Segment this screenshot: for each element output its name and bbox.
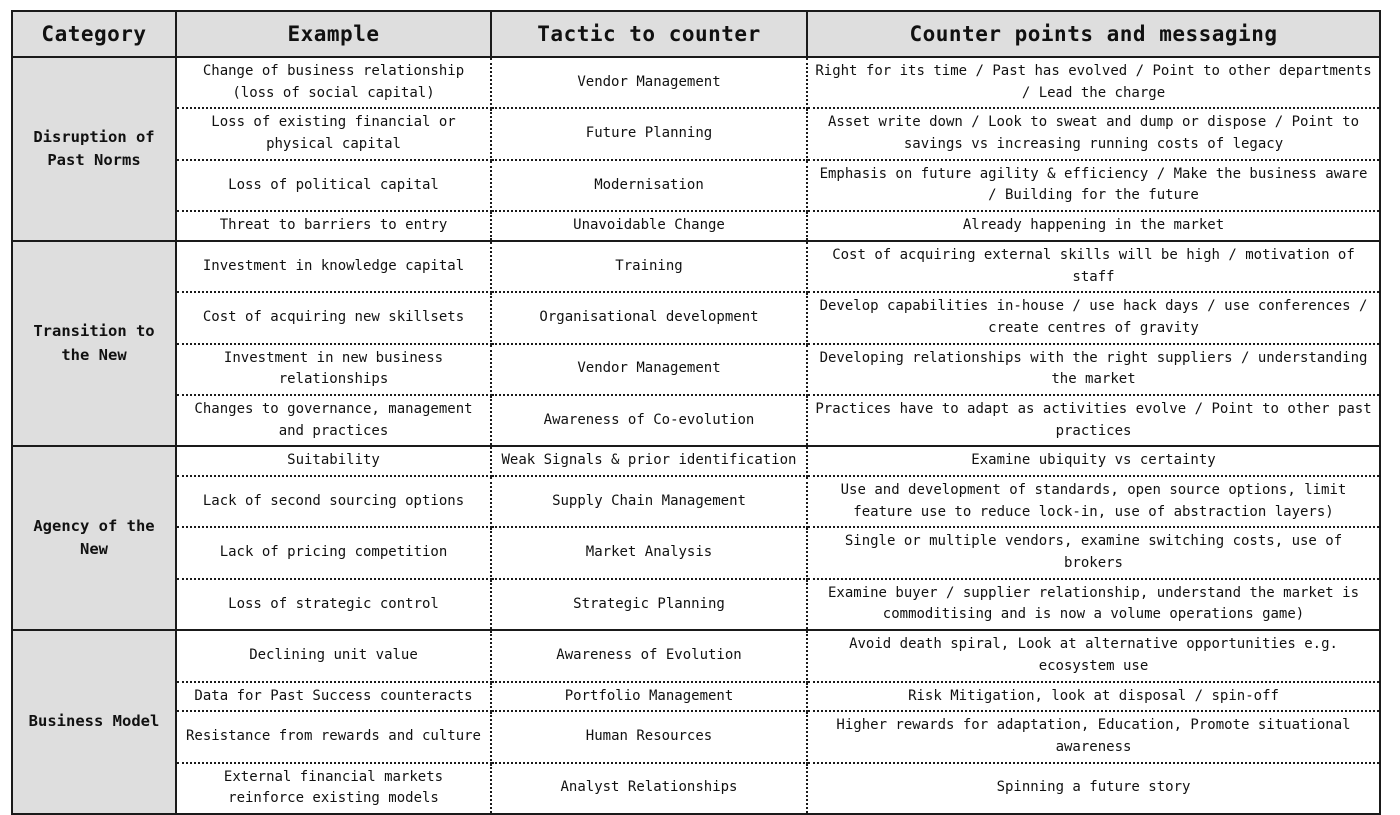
- cell-counter-text: Risk Mitigation, look at disposal / spin-off: [908, 687, 1279, 704]
- cell-counter: [807, 395, 1380, 446]
- cell-counter: [807, 682, 1380, 712]
- cell-tactic-text: Organisational development: [539, 309, 759, 326]
- table-row: [12, 395, 1380, 446]
- cell-tactic: [491, 344, 807, 395]
- cell-tactic-text: Market Analysis: [585, 544, 713, 561]
- cell-example: [176, 108, 491, 159]
- category-cell-business-model: Business Model: [12, 630, 176, 814]
- category-cell-disruption-of-past-norms: Disruption of Past Norms: [12, 57, 176, 241]
- cell-tactic: [491, 711, 807, 762]
- cell-tactic-text: Vendor Management: [577, 360, 721, 377]
- cell-counter-text: Spinning a future story: [996, 779, 1191, 796]
- counter-tactics-table: [11, 10, 1381, 815]
- cell-example: [176, 763, 491, 814]
- table-row: [12, 108, 1380, 159]
- cell-counter: [807, 292, 1380, 343]
- cell-tactic-text: Training: [615, 257, 683, 274]
- cell-tactic: [491, 292, 807, 343]
- cell-tactic: [491, 241, 807, 292]
- header-row: [12, 11, 1380, 57]
- cell-example: [176, 57, 491, 108]
- cell-tactic-text: Awareness of Co-evolution: [543, 411, 755, 428]
- cell-tactic: [491, 395, 807, 446]
- cell-counter: [807, 763, 1380, 814]
- table-row: [12, 711, 1380, 762]
- cell-example-text: Lack of pricing competition: [219, 544, 448, 561]
- cell-example-text: Threat to barriers to entry: [219, 217, 448, 234]
- cell-counter-text: Higher rewards for adaptation, Education, Promote situational awareness: [836, 717, 1351, 755]
- column-header-tactic: Tactic to counter: [491, 11, 807, 57]
- cell-tactic-text: Portfolio Management: [564, 687, 734, 704]
- table-body: [12, 57, 1380, 814]
- table-row: [12, 292, 1380, 343]
- cell-counter-text: Cost of acquiring external skills will be high / motivation of staff: [832, 246, 1355, 285]
- cell-example-text: Loss of strategic control: [228, 595, 439, 612]
- cell-example: [176, 527, 491, 578]
- cell-counter-text: Practices have to adapt as activities evolve / Point to other past practices: [815, 400, 1372, 439]
- cell-tactic: [491, 682, 807, 712]
- cell-counter-text: Examine buyer / supplier relationship, understand the market is commoditising and is now a volume operations game): [827, 584, 1359, 623]
- category-cell-transition-to-the-new: Transition to the New: [12, 241, 176, 447]
- cell-counter: [807, 527, 1380, 578]
- table-row: [12, 682, 1380, 712]
- table-row: [12, 527, 1380, 578]
- cell-counter-text: Asset write down / Look to sweat and dump or dispose / Point to savings vs increasing running costs of legacy: [827, 114, 1359, 153]
- cell-tactic-text: Analyst Relationships: [560, 779, 738, 796]
- table-row: [12, 446, 1380, 476]
- counter-tactics-table-container: [11, 10, 1379, 807]
- cell-example-text: Change of business relationship (loss of social capital): [202, 63, 465, 101]
- table-row: [12, 476, 1380, 527]
- table-row: [12, 160, 1380, 211]
- cell-counter-text: Already happening in the market: [962, 217, 1225, 234]
- table-row: [12, 630, 1380, 681]
- cell-example: [176, 160, 491, 211]
- cell-example-text: Loss of existing financial or physical capital: [211, 114, 456, 153]
- cell-example-text: Cost of acquiring new skillsets: [202, 309, 465, 326]
- cell-tactic-text: Modernisation: [594, 176, 704, 193]
- cell-counter-text: Right for its time / Past has evolved / Point to other departments / Lead the charge: [815, 63, 1372, 101]
- cell-counter-text: Avoid death spiral, Look at alternative opportunities e.g. ecosystem use: [849, 636, 1338, 674]
- cell-counter: [807, 344, 1380, 395]
- table-row: [12, 57, 1380, 108]
- cell-example: [176, 292, 491, 343]
- cell-counter-text: Use and development of standards, open source options, limit feature use to reduce lock-in, use of abstraction layers): [840, 482, 1347, 520]
- cell-tactic: [491, 108, 807, 159]
- cell-counter: [807, 476, 1380, 527]
- cell-example-text: Suitability: [287, 452, 380, 469]
- cell-counter: [807, 241, 1380, 292]
- cell-tactic: [491, 476, 807, 527]
- cell-tactic: [491, 527, 807, 578]
- cell-counter: [807, 57, 1380, 108]
- table-header: [12, 11, 1380, 57]
- cell-example: [176, 476, 491, 527]
- cell-tactic-text: Awareness of Evolution: [556, 646, 742, 663]
- cell-example-text: Investment in new business relationships: [223, 349, 444, 388]
- cell-example: [176, 211, 491, 241]
- cell-example-text: External financial markets reinforce existing models: [223, 768, 444, 807]
- cell-counter: [807, 579, 1380, 630]
- cell-counter: [807, 160, 1380, 211]
- cell-tactic: [491, 579, 807, 630]
- cell-tactic-text: Supply Chain Management: [552, 492, 746, 509]
- cell-tactic: [491, 446, 807, 476]
- cell-tactic: [491, 630, 807, 681]
- cell-tactic-text: Human Resources: [585, 728, 713, 745]
- cell-example: [176, 711, 491, 762]
- cell-example: [176, 395, 491, 446]
- column-header-category: Category: [12, 11, 176, 57]
- table-row: [12, 579, 1380, 630]
- cell-example-text: Lack of second sourcing options: [202, 492, 465, 509]
- cell-counter-text: Examine ubiquity vs certainty: [971, 452, 1216, 469]
- cell-counter-text: Single or multiple vendors, examine switching costs, use of brokers: [844, 533, 1343, 572]
- cell-counter: [807, 711, 1380, 762]
- table-row: [12, 241, 1380, 292]
- cell-tactic: [491, 160, 807, 211]
- column-header-example: Example: [176, 11, 491, 57]
- table-row: [12, 211, 1380, 241]
- cell-example-text: Data for Past Success counteracts: [194, 687, 473, 704]
- cell-tactic-text: Unavoidable Change: [573, 217, 725, 234]
- cell-example: [176, 630, 491, 681]
- cell-example-text: Investment in knowledge capital: [202, 257, 465, 274]
- cell-counter-text: Emphasis on future agility & efficiency / Make the business aware / Building for the future: [819, 165, 1368, 204]
- cell-tactic: [491, 763, 807, 814]
- cell-counter-text: Developing relationships with the right suppliers / understanding the market: [819, 349, 1368, 388]
- column-header-counter: Counter points and messaging: [807, 11, 1380, 57]
- cell-example: [176, 682, 491, 712]
- cell-tactic-text: Weak Signals & prior identification: [501, 452, 797, 469]
- cell-counter: [807, 446, 1380, 476]
- cell-example-text: Declining unit value: [249, 646, 418, 663]
- cell-example: [176, 241, 491, 292]
- cell-example: [176, 579, 491, 630]
- cell-counter: [807, 630, 1380, 681]
- cell-tactic-text: Future Planning: [585, 125, 713, 142]
- cell-tactic: [491, 57, 807, 108]
- cell-example: [176, 344, 491, 395]
- cell-tactic-text: Vendor Management: [577, 73, 721, 90]
- table-row: [12, 763, 1380, 814]
- cell-counter: [807, 108, 1380, 159]
- cell-example-text: Loss of political capital: [228, 176, 439, 193]
- category-cell-agency-of-the-new: Agency of the New: [12, 446, 176, 630]
- cell-counter: [807, 211, 1380, 241]
- cell-counter-text: Develop capabilities in-house / use hack days / use conferences / create centres of gravity: [819, 298, 1368, 336]
- cell-example: [176, 446, 491, 476]
- cell-tactic-text: Strategic Planning: [573, 595, 725, 612]
- table-row: [12, 344, 1380, 395]
- cell-example-text: Changes to governance, management and practices: [194, 400, 473, 439]
- cell-example-text: Resistance from rewards and culture: [185, 728, 481, 745]
- cell-tactic: [491, 211, 807, 241]
